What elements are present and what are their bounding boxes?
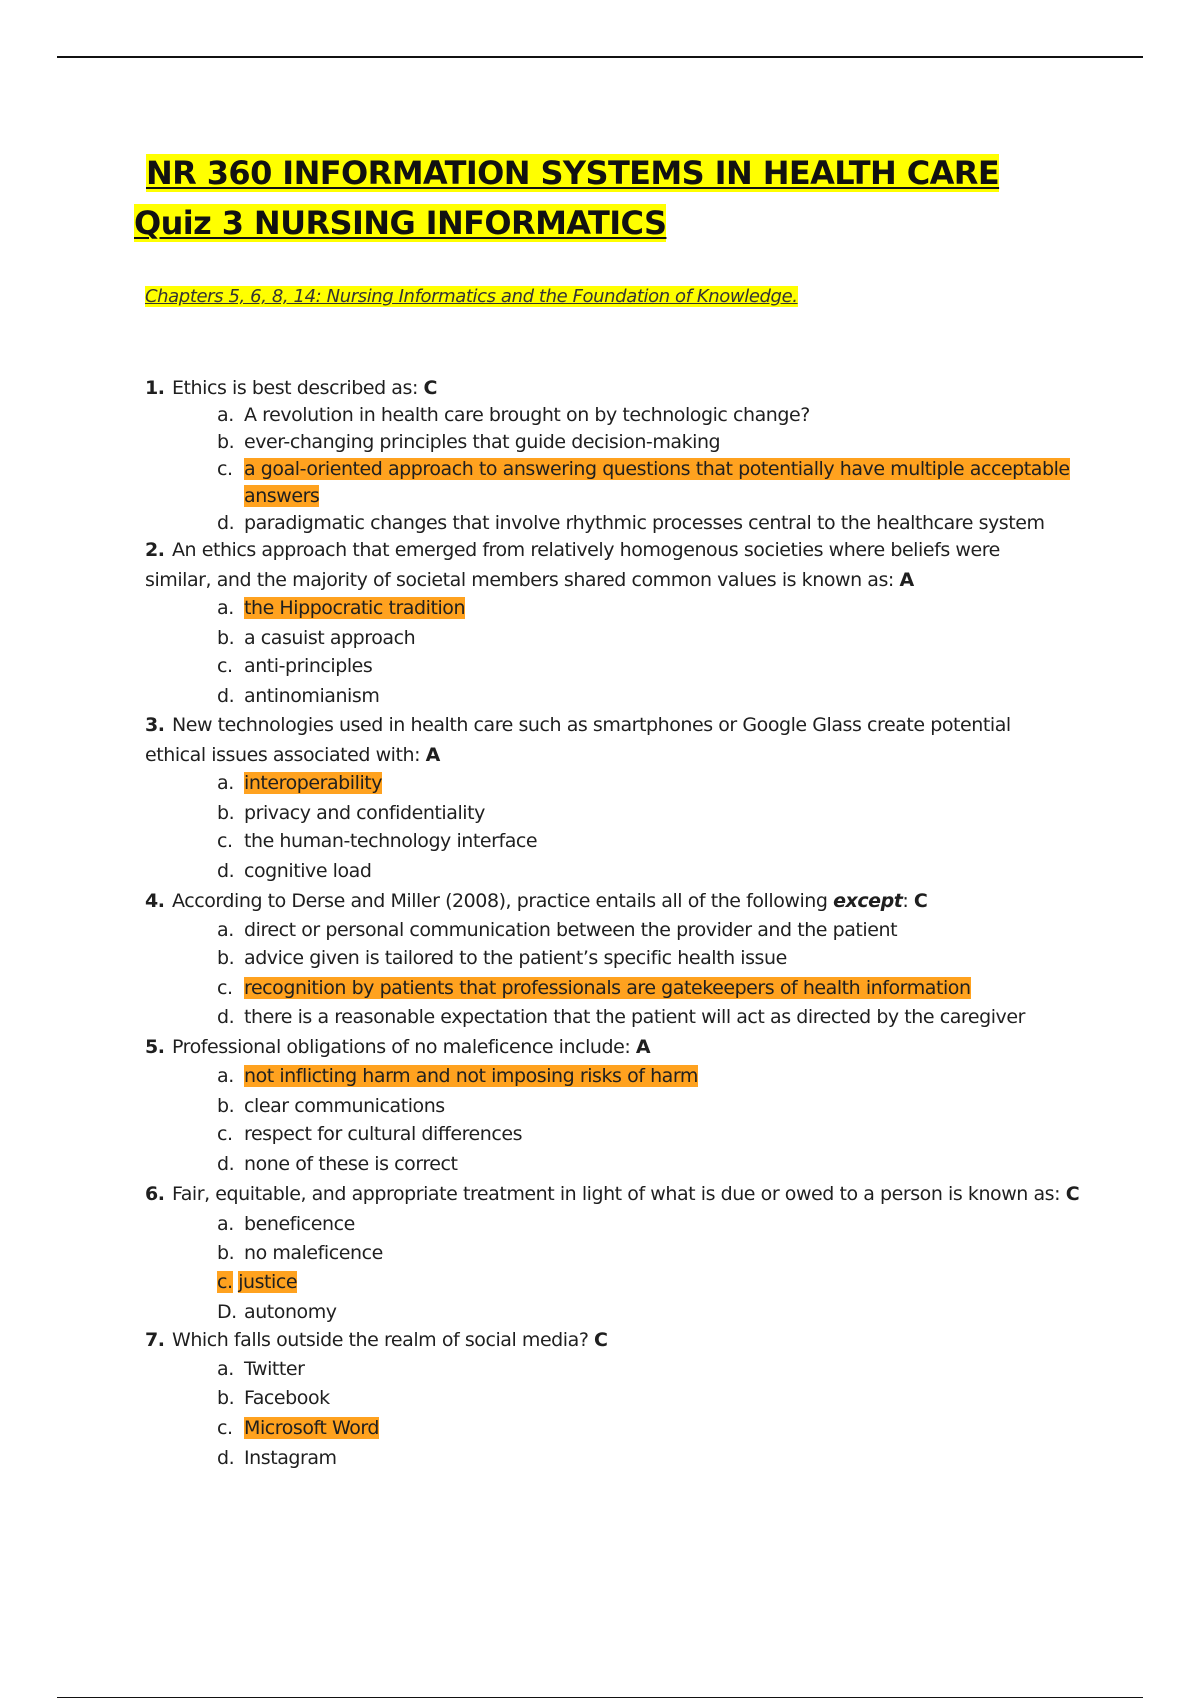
question-7 bbox=[145, 1328, 608, 1352]
answer-key: C bbox=[1065, 1183, 1080, 1205]
option-6c-correct bbox=[217, 1270, 297, 1294]
option-4b: b. advice given is tailored to the patient’s specific health issue bbox=[217, 947, 787, 969]
question-4: 4. According to Derse and Miller (2008), practice entails all of the following except: C bbox=[145, 890, 928, 912]
answer-key: C bbox=[913, 890, 928, 912]
except-emphasis: except bbox=[833, 890, 903, 912]
option-4a: a. direct or personal communication between the provider and the patient bbox=[217, 919, 898, 941]
option-7d: d. Instagram bbox=[217, 1447, 337, 1469]
option-1b: b. ever-changing principles that guide decision-making bbox=[217, 431, 721, 453]
option-3a-correct: a. interoperability bbox=[217, 772, 383, 794]
option-4c-correct: c. recognition by patients that professionals are gatekeepers of health information bbox=[217, 977, 971, 999]
option-1a: a. A revolution in health care brought on by technologic change? bbox=[217, 404, 810, 426]
document-title-line2: Quiz 3 NURSING INFORMATICS bbox=[134, 204, 667, 242]
option-1c-correct: c. a goal-oriented approach to answering questions that potentially have multiple acceptable bbox=[217, 458, 1070, 480]
question-3 bbox=[145, 713, 1011, 737]
question-text: New technologies used in health care such as smartphones or Google Glass create potential bbox=[172, 714, 1011, 736]
option-5a-correct: a. not inflicting harm and not imposing risks of harm bbox=[217, 1065, 698, 1087]
question-text: Professional obligations of no maleficence include: bbox=[172, 1036, 636, 1058]
option-5b: b. clear communications bbox=[217, 1095, 445, 1117]
question-number: 4. bbox=[145, 890, 165, 912]
option-3c: c. the human-technology interface bbox=[217, 830, 538, 852]
option-1d: d. paradigmatic changes that involve rhythmic processes central to the healthcare system bbox=[217, 512, 1045, 534]
answer-key: A bbox=[635, 1036, 651, 1058]
chapters-subtitle: Chapters 5, 6, 8, 14: Nursing Informatics and the Foundation of Knowledge. bbox=[145, 286, 798, 307]
answer-key: A bbox=[899, 569, 914, 591]
option-7a: a. Twitter bbox=[217, 1358, 305, 1380]
option-3d: d. cognitive load bbox=[217, 860, 372, 882]
question-text: Ethics is best described as: bbox=[172, 377, 424, 399]
bottom-rule bbox=[57, 1697, 1143, 1698]
question-3-continued: ethical issues associated with: A bbox=[145, 744, 440, 766]
option-2c: c. anti-principles bbox=[217, 655, 373, 677]
answer-key: C bbox=[423, 377, 437, 399]
option-2d: d. antinomianism bbox=[217, 685, 380, 707]
question-number: 7. bbox=[145, 1329, 165, 1351]
question-text: Fair, equitable, and appropriate treatment in light of what is due or owed to a person is known as: bbox=[172, 1183, 1066, 1205]
answer-highlight: a goal-oriented approach to answering questions that potentially have multiple acceptable bbox=[244, 458, 1070, 480]
question-number: 1. bbox=[145, 377, 165, 399]
option-6d: D. autonomy bbox=[217, 1301, 337, 1323]
question-5 bbox=[145, 1035, 650, 1059]
option-2a-correct: a. the Hippocratic tradition bbox=[217, 597, 466, 619]
document-title-line1: NR 360 INFORMATION SYSTEMS IN HEALTH CARE bbox=[146, 154, 1000, 192]
question-number: 5. bbox=[145, 1036, 165, 1058]
top-rule bbox=[57, 56, 1143, 58]
question-text: According to Derse and Miller (2008), practice entails all of the following bbox=[172, 890, 834, 912]
question-text: An ethics approach that emerged from relatively homogenous societies where beliefs were bbox=[172, 539, 1000, 561]
option-5c: c. respect for cultural differences bbox=[217, 1123, 523, 1145]
answer-key: A bbox=[425, 744, 440, 766]
answer-highlight: c. bbox=[217, 1271, 233, 1293]
answer-highlight: answers bbox=[244, 485, 320, 507]
question-1 bbox=[145, 376, 437, 400]
answer-highlight: the Hippocratic tradition bbox=[244, 597, 466, 619]
question-number: 2. bbox=[145, 539, 165, 561]
option-2b: b. a casuist approach bbox=[217, 627, 416, 649]
option-7b: b. Facebook bbox=[217, 1387, 330, 1409]
answer-key: C bbox=[594, 1329, 608, 1351]
question-2 bbox=[145, 538, 1000, 562]
option-4d: d. there is a reasonable expectation that the patient will act as directed by the caregiver bbox=[217, 1006, 1025, 1028]
option-6a: a. beneficence bbox=[217, 1213, 355, 1235]
option-1c-continued bbox=[217, 484, 319, 508]
question-text: Which falls outside the realm of social media? bbox=[172, 1329, 595, 1351]
question-number: 3. bbox=[145, 714, 165, 736]
question-6 bbox=[145, 1182, 1079, 1206]
answer-highlight: Microsoft Word bbox=[244, 1417, 380, 1439]
answer-highlight: interoperability bbox=[244, 772, 383, 794]
question-2-continued: similar, and the majority of societal members shared common values is known as: A bbox=[145, 569, 914, 591]
question-number: 6. bbox=[145, 1183, 165, 1205]
option-6b: b. no maleficence bbox=[217, 1242, 383, 1264]
answer-highlight: justice bbox=[238, 1271, 298, 1293]
option-5d: d. none of these is correct bbox=[217, 1153, 458, 1175]
answer-highlight: not inflicting harm and not imposing risks of harm bbox=[244, 1065, 698, 1087]
option-7c-correct: c. Microsoft Word bbox=[217, 1417, 380, 1439]
option-3b: b. privacy and confidentiality bbox=[217, 802, 485, 824]
answer-highlight: recognition by patients that professionals are gatekeepers of health information bbox=[244, 977, 971, 999]
